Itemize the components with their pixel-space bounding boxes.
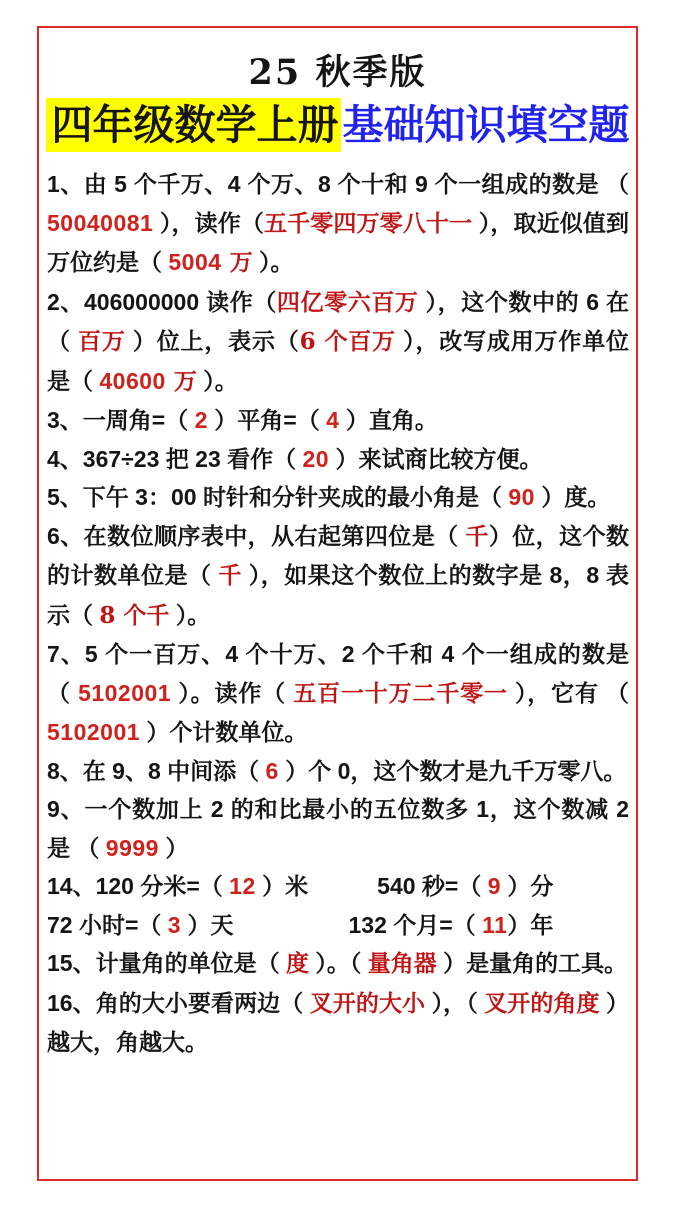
answer-text: 20 — [302, 445, 330, 472]
question-plain-text: ） — [158, 834, 189, 861]
question-text — [47, 752, 629, 791]
question-text — [47, 867, 629, 906]
answer-text: 5102001 — [47, 719, 141, 745]
question-text — [47, 790, 629, 867]
question-plain-text: ）米 540 秒=（ — [255, 873, 488, 899]
answer-text: 四亿零六百万 — [276, 288, 419, 316]
answer-text: 90 — [508, 484, 535, 510]
page-subtitle — [39, 99, 636, 151]
answer-text: 五千零四万零八十一 — [264, 209, 473, 237]
answer-text: 40600 — [99, 367, 166, 394]
subtitle-highlighted-text: 四年级数学上册 — [46, 98, 341, 152]
question-plain-text: ），如果这个数位上的数字是 8，8 表示（ — [47, 562, 629, 628]
question-plain-text: ）位上，表示（ — [125, 328, 300, 354]
question-text — [47, 517, 629, 636]
question-plain-text: 4、367÷23 把 23 看作（ — [47, 445, 303, 472]
question-plain-text: 6、在数位顺序表中，从右起第四位是（ — [47, 522, 466, 549]
question-plain-text: 16、角的大小要看两边（ — [47, 989, 310, 1016]
question-plain-text: 72 小时=（ — [47, 911, 168, 938]
question-text — [47, 944, 629, 984]
answer-text: 12 — [229, 873, 256, 899]
question-text — [47, 984, 629, 1062]
question-plain-text: ）。（ — [308, 950, 368, 976]
subtitle-blue-text: 基础知识填空题 — [342, 101, 630, 149]
question-plain-text: ）个计数单位。 — [140, 719, 308, 745]
answer-text: 万 — [221, 249, 253, 276]
question-plain-text: ）位，这个数的计数单位是（ — [47, 522, 630, 588]
question-plain-text: 7、5 个一百万、4 个十万、2 个千和 4 个一组成的数是 （ — [47, 641, 629, 706]
answer-text: 千 — [465, 522, 489, 550]
questions-container — [47, 165, 629, 1062]
answer-text: 6 — [265, 757, 279, 784]
question-text — [47, 906, 629, 945]
answer-text: 叉开的角度 — [484, 989, 600, 1017]
answer-text: 4 — [326, 407, 340, 433]
question-plain-text: ）。读作（ — [171, 679, 294, 706]
answer-text: 5102001 — [78, 679, 172, 706]
answer-text: 50040081 — [47, 209, 154, 236]
question-plain-text: ），改写成用万作单位是（ — [47, 328, 630, 394]
answer-text: 五百一十万二千零一 — [293, 679, 508, 707]
answer-text: 6 个百万 — [299, 328, 396, 355]
question-plain-text: 5、下午 3：00 时针和分针夹成的最小角是（ — [47, 484, 509, 510]
red-border-frame — [37, 26, 638, 1181]
question-plain-text: ）。 — [196, 367, 238, 394]
question-text — [47, 401, 629, 440]
answer-text: 万 — [165, 367, 197, 395]
question-plain-text: 8、在 9、8 中间添（ — [47, 757, 266, 784]
question-plain-text: 14、120 分米=（ — [47, 873, 230, 899]
question-plain-text: ），这个数中的 6 在（ — [47, 288, 630, 354]
question-plain-text: 2、406000000 读作（ — [47, 288, 277, 315]
question-plain-text: 9、一个数加上 2 的和比最小的五位数多 1，这个数减 2 是 （ — [47, 796, 629, 861]
answer-text: 8 个千 — [99, 601, 170, 629]
answer-text: 3 — [167, 911, 182, 938]
answer-text: 5004 — [168, 249, 222, 275]
answer-text: 千 — [218, 562, 242, 589]
question-plain-text: ）。 — [169, 601, 211, 628]
page-title: 25 秋季版 — [248, 52, 427, 93]
question-text — [47, 165, 629, 283]
question-plain-text: ）。 — [252, 249, 294, 275]
question-plain-text: ）天 132 个月=（ — [181, 911, 483, 938]
question-plain-text: ），读作（ — [153, 209, 265, 236]
question-plain-text: ），取近似值到万位约是（ — [47, 209, 630, 275]
question-plain-text: ）分 — [501, 873, 554, 899]
question-plain-text: ）是量角的工具。 — [436, 950, 628, 976]
answer-text: 9 — [487, 873, 502, 899]
question-text — [47, 283, 629, 402]
question-plain-text: ）度。 — [534, 484, 611, 510]
question-plain-text: ）年 — [507, 911, 554, 938]
question-plain-text: 15、计量角的单位是（ — [47, 950, 286, 976]
question-plain-text: ）直角。 — [339, 407, 438, 433]
question-plain-text: 3、一周角=（ — [47, 407, 195, 433]
answer-text: 9999 — [105, 834, 159, 861]
answer-text: 度 — [285, 950, 309, 977]
answer-text: 叉开的大小 — [309, 989, 426, 1017]
question-plain-text: ）平角=（ — [207, 407, 327, 433]
question-plain-text: ）来试商比较方便。 — [329, 445, 543, 472]
question-plain-text: ），（ — [425, 989, 485, 1016]
question-plain-text: ）越大，角越大。 — [47, 989, 630, 1055]
answer-text: 2 — [194, 407, 208, 433]
answer-text: 量角器 — [367, 950, 437, 977]
question-plain-text: ）个 0，这个数才是九千万零八。 — [278, 757, 627, 784]
question-text — [47, 478, 629, 517]
question-plain-text: ），它有 （ — [507, 679, 630, 706]
question-text — [47, 635, 629, 752]
answer-text: 百万 — [78, 328, 126, 355]
answer-text: 11 — [482, 911, 508, 938]
question-text — [47, 440, 629, 479]
question-plain-text: 1、由 5 个千万、4 个万、8 个十和 9 个一组成的数是 （ — [47, 171, 629, 197]
